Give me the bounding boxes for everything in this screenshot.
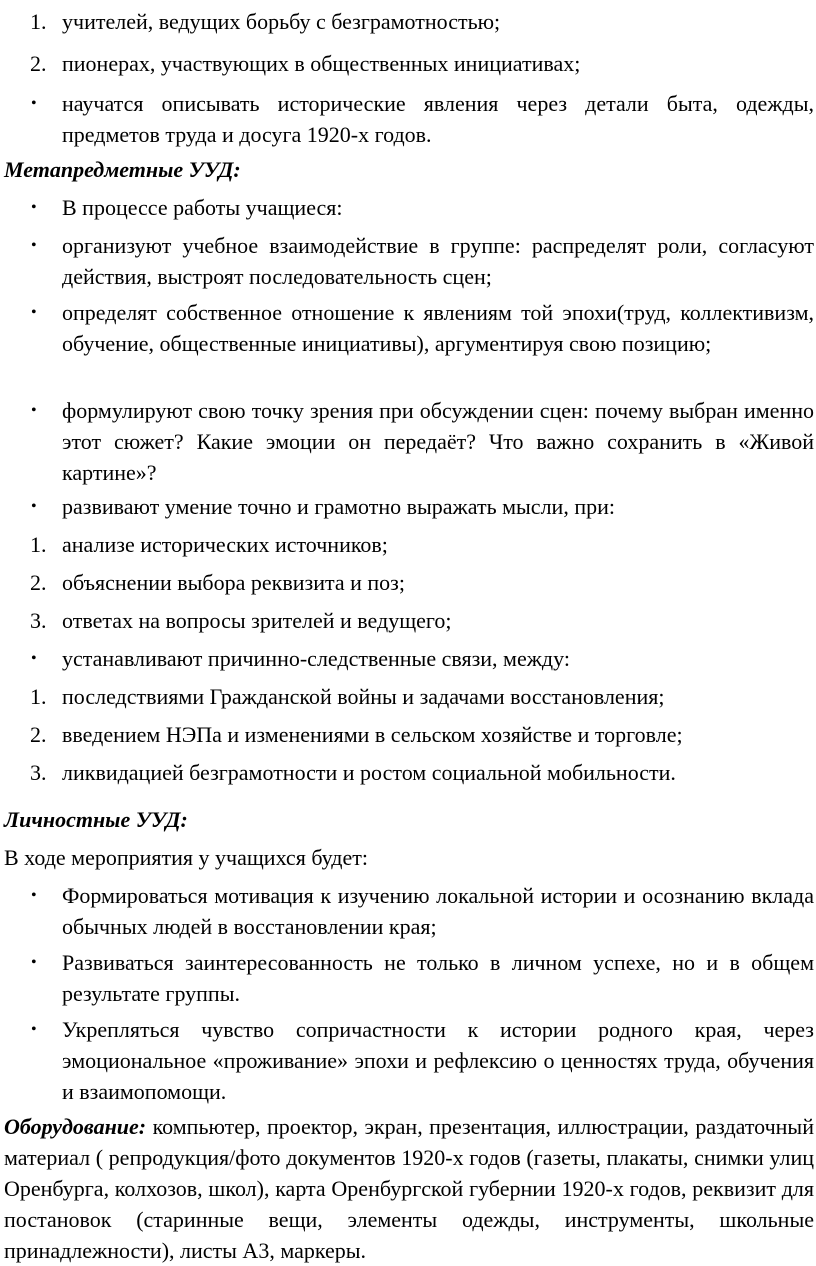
list-item-text: формулируют свою точку зрения при обсуждении сцен: почему выбран именно этот сюжет? Какие эмоции он передаёт? Что важно сохранить в «Живой картине»? bbox=[62, 398, 814, 485]
list-item-text: ликвидацией безграмотности и ростом социальной мобильности. bbox=[62, 760, 676, 785]
list-item bbox=[30, 681, 814, 712]
list-item bbox=[30, 605, 814, 636]
bullet-icon: • bbox=[31, 650, 37, 667]
bullet-icon: • bbox=[31, 402, 37, 419]
list-item bbox=[31, 230, 814, 292]
section-heading-meta: Метапредметные УУД: bbox=[4, 157, 241, 182]
section-heading-personal: Личностные УУД: bbox=[4, 807, 188, 832]
list-item-text: устанавливают причинно-следственные связи, между: bbox=[62, 646, 570, 671]
list-number: 2. bbox=[30, 722, 47, 747]
list-item-text: введением НЭПа и изменениями в сельском хозяйстве и торговле; bbox=[62, 722, 683, 747]
list-item-text: пионерах, участвующих в общественных инициативах; bbox=[62, 51, 581, 76]
list-item bbox=[31, 643, 814, 674]
equipment-text: компьютер, проектор, экран, презентация, иллюстрации, раздаточный материал ( репродукция/фото документов 1920-х годов (газеты, плакаты, снимки улиц Оренбурга, колхозов, школ), карта Оренбургской губернии 1920-х годов, реквизит для постановок (старинные вещи, элементы одежды, инструменты, школьные принадлежности), листы А3, маркеры. bbox=[4, 1114, 814, 1263]
list-number: 3. bbox=[30, 760, 47, 785]
bullet-icon: • bbox=[31, 954, 37, 971]
list-item bbox=[30, 567, 814, 598]
list-number: 1. bbox=[30, 9, 47, 34]
list-item bbox=[30, 6, 814, 37]
list-item bbox=[31, 1014, 814, 1107]
list-item-text: учителей, ведущих борьбу с безграмотностью; bbox=[62, 9, 501, 34]
equipment-paragraph bbox=[4, 1111, 814, 1266]
list-item bbox=[31, 297, 814, 359]
list-number: 3. bbox=[30, 608, 47, 633]
bullet-icon: • bbox=[31, 199, 37, 216]
list-number: 1. bbox=[30, 684, 47, 709]
bullet-icon: • bbox=[31, 1021, 37, 1038]
list-item-text: анализе исторических источников; bbox=[62, 532, 388, 557]
list-number: 2. bbox=[30, 51, 47, 76]
bullet-icon: • bbox=[31, 887, 37, 904]
list-item-text: Укрепляться чувство сопричастности к истории родного края, через эмоциональное «проживание» эпохи и рефлексию о ценностях труда, обучения и взаимопомощи. bbox=[62, 1017, 814, 1104]
list-item bbox=[30, 48, 814, 79]
list-item-text: последствиями Гражданской войны и задачами восстановления; bbox=[62, 684, 665, 709]
list-item bbox=[31, 192, 814, 223]
list-item-text: Формироваться мотивация к изучению локальной истории и осознанию вклада обычных людей в восстановлении края; bbox=[62, 883, 814, 939]
list-item-text: определят собственное отношение к явлениям той эпохи(труд, коллективизм, обучение, общественные инициативы), аргументируя свою позицию; bbox=[62, 300, 814, 356]
list-number: 2. bbox=[30, 570, 47, 595]
list-item-text: организуют учебное взаимодействие в группе: распределят роли, согласуют действия, выстроят последовательность сцен; bbox=[62, 233, 814, 289]
list-item-text: ответах на вопросы зрителей и ведущего; bbox=[62, 608, 452, 633]
list-item bbox=[30, 529, 814, 560]
bullet-icon: • bbox=[31, 304, 37, 321]
list-item-text: В процессе работы учащиеся: bbox=[62, 195, 343, 220]
personal-intro: В ходе мероприятия у учащихся будет: bbox=[4, 845, 368, 870]
list-item bbox=[31, 395, 814, 488]
list-item-text: развивают умение точно и грамотно выражать мысли, при: bbox=[62, 494, 615, 519]
bullet-icon: • bbox=[31, 237, 37, 254]
list-item-text: научатся описывать исторические явления через детали быта, одежды, предметов труда и досуга 1920-х годов. bbox=[62, 91, 814, 147]
list-item bbox=[31, 88, 814, 150]
list-item bbox=[30, 757, 814, 788]
list-item bbox=[31, 491, 814, 522]
list-item bbox=[31, 947, 814, 1009]
list-item bbox=[30, 719, 814, 750]
list-item-text: объяснении выбора реквизита и поз; bbox=[62, 570, 405, 595]
list-item-text: Развиваться заинтересованность не только в личном успехе, но и в общем результате группы. bbox=[62, 950, 814, 1006]
bullet-icon: • bbox=[31, 95, 37, 112]
bullet-icon: • bbox=[31, 498, 37, 515]
list-item bbox=[31, 880, 814, 942]
list-number: 1. bbox=[30, 532, 47, 557]
equipment-label: Оборудование: bbox=[4, 1114, 147, 1139]
